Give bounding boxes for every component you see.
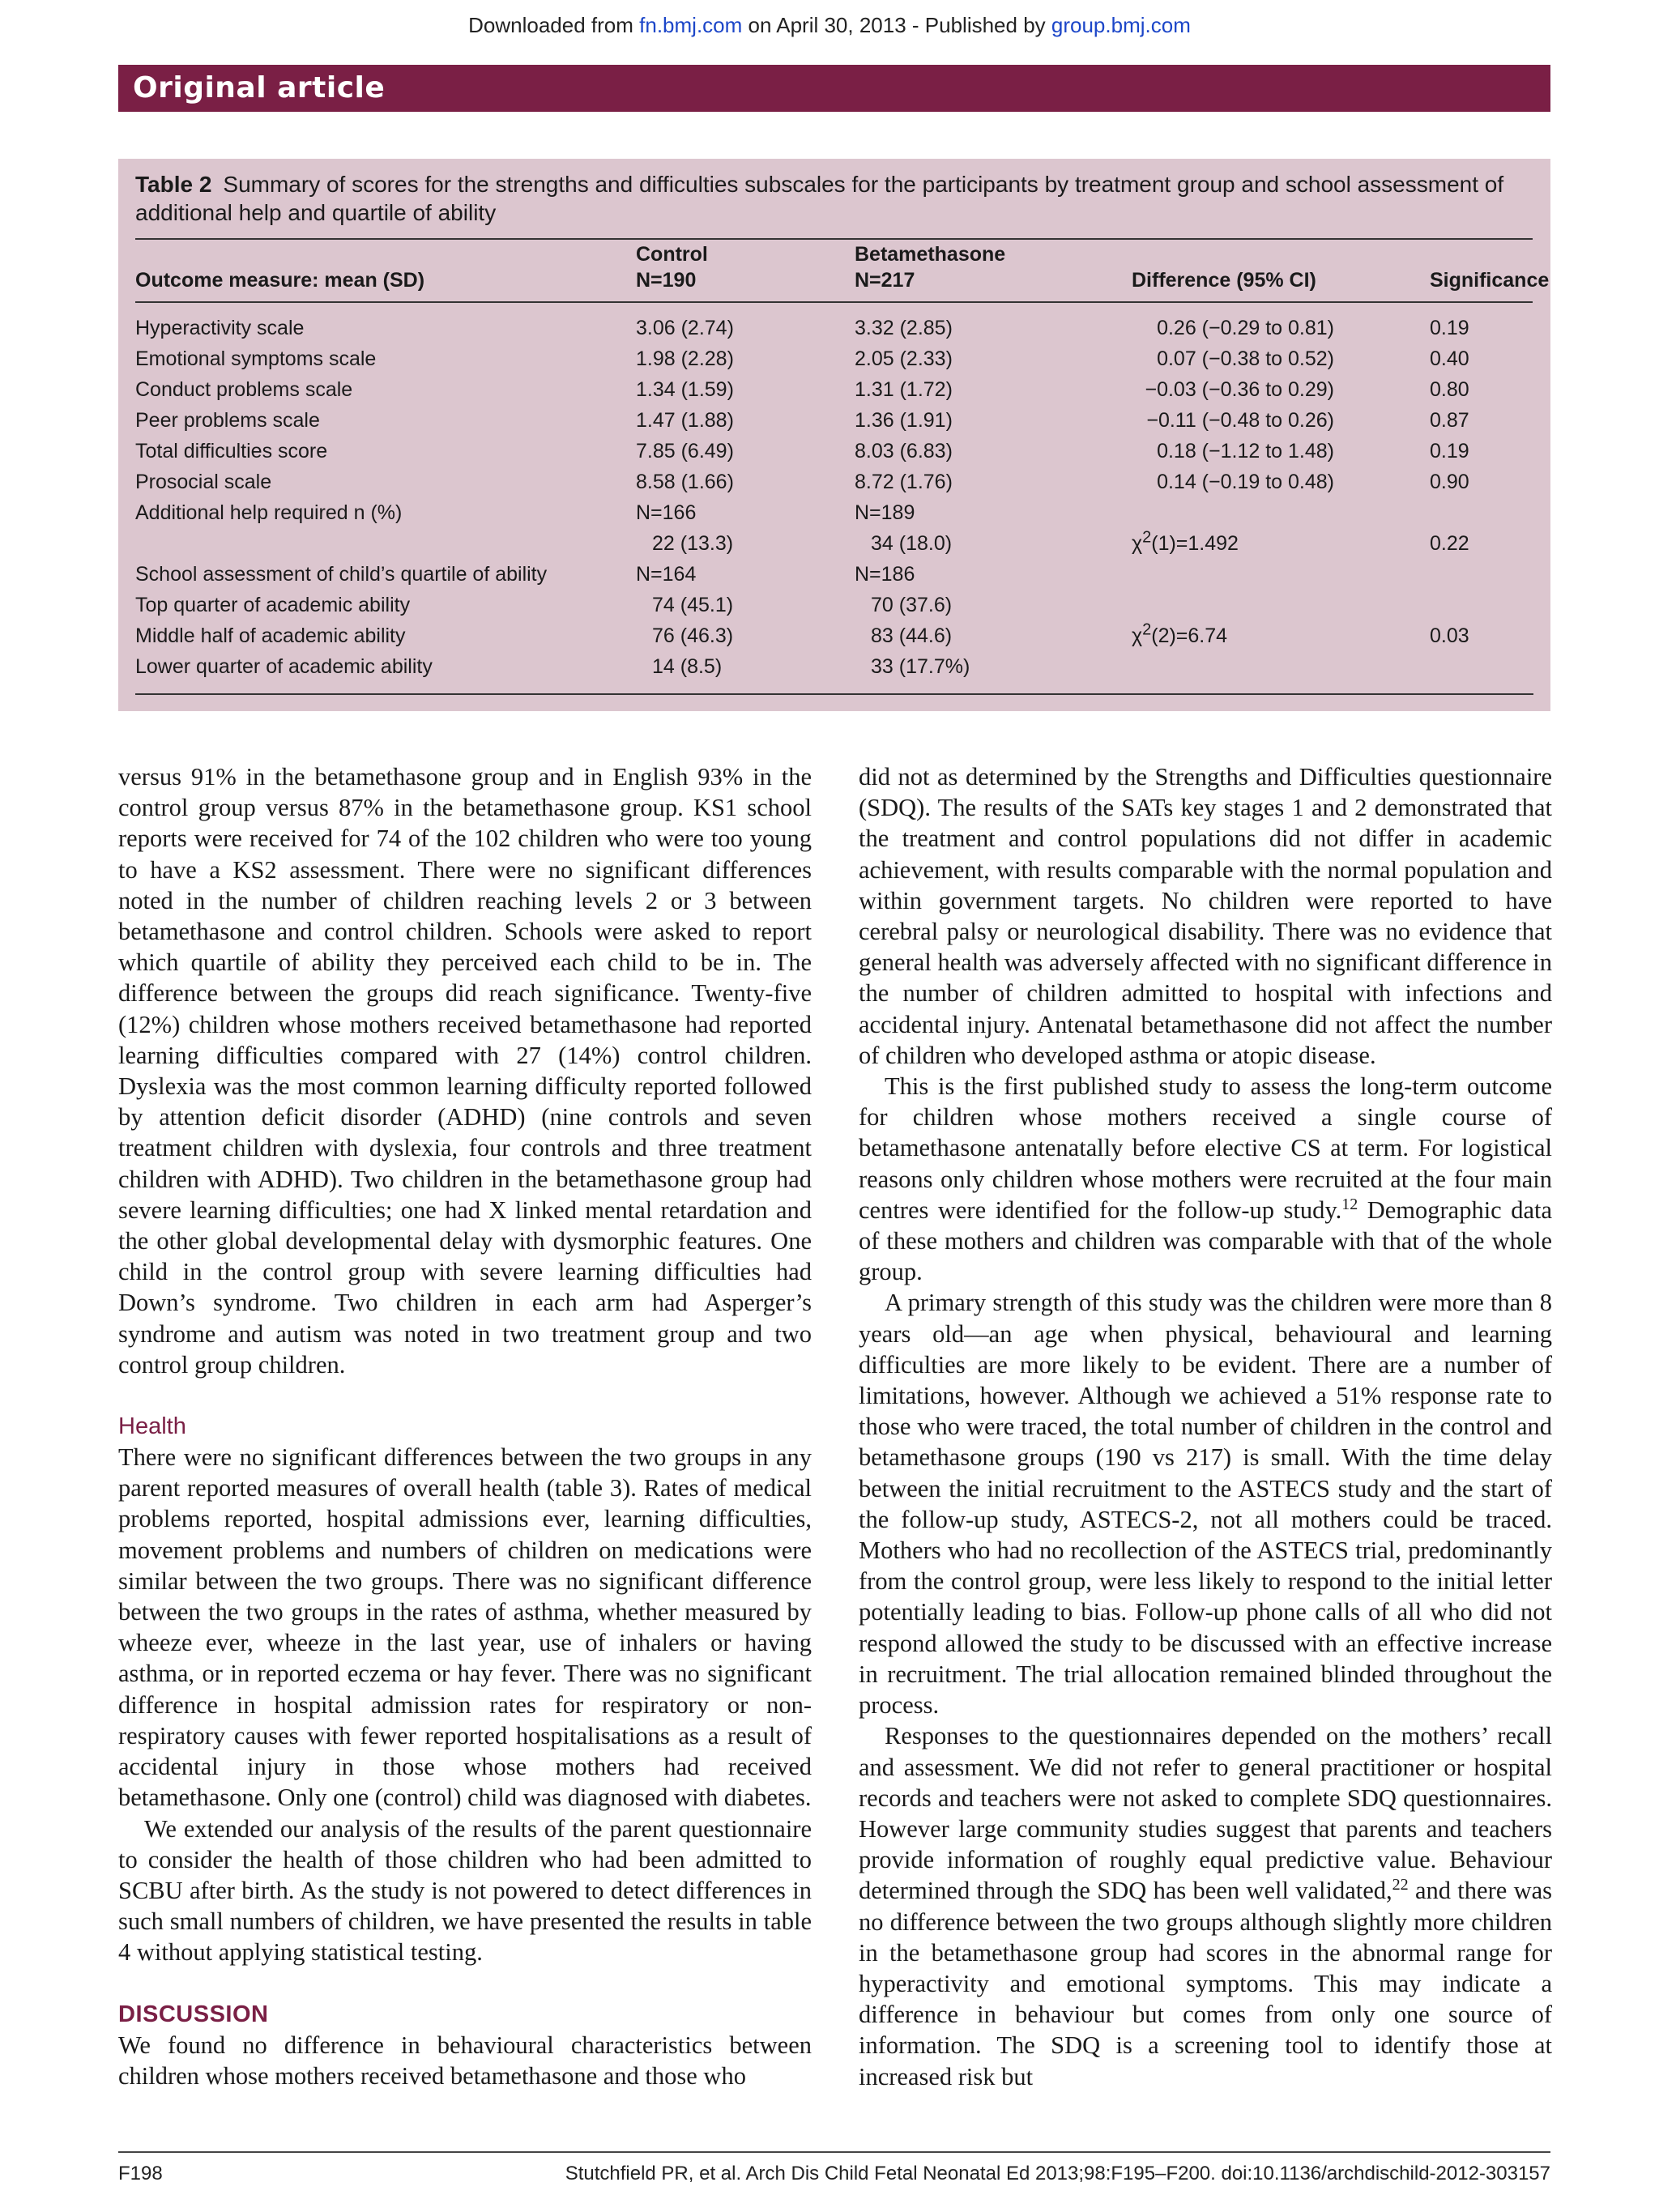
right-paragraph-4 xyxy=(859,1720,1552,2091)
header-difference: Difference (95% CI) xyxy=(1132,269,1316,292)
cell-measure: Emotional symptoms scale xyxy=(135,347,377,370)
cell-significance: 0.80 xyxy=(1430,378,1469,401)
cell-betamethasone: N=186 xyxy=(855,563,915,586)
table-caption-text: Summary of scores for the strengths and difficulties subscales for the participants by treatment group and school assessment of additional help and quartile of ability xyxy=(135,172,1504,225)
cell-betamethasone: 33 (17.7%) xyxy=(871,655,970,678)
download-middle: on April 30, 2013 - Published by xyxy=(742,13,1051,37)
cell-control: 14 (8.5) xyxy=(652,655,723,678)
header-control-name: Control xyxy=(636,243,708,266)
table-row xyxy=(135,651,1533,682)
table-body xyxy=(135,303,1533,682)
table-row xyxy=(135,374,1533,405)
cell-difference: 0.07 (−0.38 to 0.52) xyxy=(1157,347,1334,370)
cell-betamethasone: N=189 xyxy=(855,501,915,524)
table-row xyxy=(135,528,1533,559)
table-row xyxy=(135,405,1533,436)
table-row xyxy=(135,590,1533,620)
cell-difference: 0.14 (−0.19 to 0.48) xyxy=(1157,471,1334,493)
journal-link[interactable]: fn.bmj.com xyxy=(639,13,743,37)
cell-control: 8.58 (1.66) xyxy=(636,471,734,493)
right-paragraph-2-text: This is the first published study to assess the long-term outcome for children whose mothers received a single course of betamethasone antenatally before elective CS at term. For logistical reasons only children whose mothers were recruited at the four main centres were identified for the follow-up study. xyxy=(859,1072,1552,1224)
cell-significance: 0.19 xyxy=(1430,440,1469,462)
cell-measure: Total difficulties score xyxy=(135,440,328,462)
page-number: F198 xyxy=(118,2163,163,2184)
left-paragraph-3: We extended our analysis of the results of the parent questionnaire to consider the health of those children who had been admitted to SCBU after birth. As the study is not powered to detect differences in such small numbers of children, we have presented the results in table 4 without applying statistical testing. xyxy=(118,1814,812,1967)
discussion-heading: DISCUSSION xyxy=(118,2001,269,2027)
cell-control: 7.85 (6.49) xyxy=(636,440,734,462)
reference-22: 22 xyxy=(1392,1876,1409,1894)
table-header xyxy=(135,240,1550,301)
left-paragraph-2: There were no significant differences between the two groups in any parent reported measures of overall health (table 3). Rates of medical problems reported, hospital admissions ever, learning difficulties, movement problems and numbers of children on medications were similar between the two groups. There was no significant difference between the two groups in the rates of asthma, whether measured by wheeze ever, wheeze in the last year, use of inhalers or having asthma, or in reported eczema or hay fever. There was no significant difference in hospital admission rates for respiratory or non-respiratory causes with fewer reported hospitalisations as a result of accidental injury in those whose mothers had received betamethasone. Only one (control) child was diagnosed with diabetes. xyxy=(118,1443,812,1812)
right-paragraph-1: did not as determined by the Strengths and Difficulties questionnaire (SDQ). The results of the SATs key stages 1 and 2 demonstrated that the treatment and control populations did not differ in academic achievement, with results comparable with the normal population and within government targets. No children were reported to have cerebral palsy or neurological disability. There was no evidence that general health was adversely affected with no significant difference in the number of children admitted to hospital with infections and accidental injury. Antenatal betamethasone did not affect the number of children who developed asthma or atopic disease. xyxy=(859,763,1552,1069)
table-row xyxy=(135,343,1533,374)
header-significance: Significance xyxy=(1430,269,1550,292)
cell-control: 76 (46.3) xyxy=(652,624,734,647)
cell-control: N=164 xyxy=(636,563,697,586)
cell-difference: $\chi^2(2)=6.74$ xyxy=(1132,620,1228,647)
header-outcome: Outcome measure: mean (SD) xyxy=(135,269,425,292)
header-beta-n: N=217 xyxy=(855,269,915,292)
section-banner: Original article xyxy=(118,65,1550,112)
cell-significance: 0.90 xyxy=(1430,471,1469,493)
cell-control: 1.34 (1.59) xyxy=(636,378,734,401)
download-line xyxy=(0,13,1659,38)
cell-difference: 0.18 (−1.12 to 1.48) xyxy=(1157,440,1334,462)
cell-betamethasone: 2.05 (2.33) xyxy=(855,347,953,370)
left-paragraph-4: We found no difference in behavioural characteristics between children whose mothers received betamethasone and those who xyxy=(118,2031,812,2090)
right-paragraph-4-text: Responses to the questionnaires depended on the mothers’ recall and assessment. We did not refer to general practitioner or hospital records and teachers were not asked to complete SDQ questionnaires. However large community studies suggest that parents and teachers provide information of roughly equal predictive value. Behaviour determined through the SDQ has been well validated, xyxy=(859,1722,1552,1905)
health-heading: Health xyxy=(118,1413,186,1440)
table-row xyxy=(135,436,1533,467)
cell-difference: 0.26 (−0.29 to 0.81) xyxy=(1157,317,1334,339)
cell-betamethasone: 8.72 (1.76) xyxy=(855,471,953,493)
cell-measure: School assessment of child’s quartile of ability xyxy=(135,563,548,586)
left-column xyxy=(118,761,812,2091)
right-paragraph-2 xyxy=(859,1071,1552,1287)
cell-measure: Peer problems scale xyxy=(135,409,320,432)
table-label: Table 2 xyxy=(135,172,212,197)
right-paragraph-4-tail: and there was no difference between the two groups although slightly more children in the betamethasone group had scores in the abnormal range for hyperactivity and emotional symptoms. This may indicate a difference in behaviour but comes from only one source of information. The SDQ is a screening tool to identify those at increased risk but xyxy=(859,1877,1553,2091)
right-paragraph-2-tail: Demographic data of these mothers and children was comparable with that of the whole group. xyxy=(859,1196,1552,1286)
header-control-n: N=190 xyxy=(636,269,697,292)
table-row xyxy=(135,313,1533,343)
cell-measure: Prosocial scale xyxy=(135,471,272,493)
table-2 xyxy=(118,159,1550,711)
cell-control: N=166 xyxy=(636,501,697,524)
cell-control: 22 (13.3) xyxy=(652,532,734,555)
table-row xyxy=(135,620,1533,651)
cell-difference: −0.11 (−0.48 to 0.26) xyxy=(1146,409,1334,432)
right-paragraph-3: A primary strength of this study was the children were more than 8 years old—an age when physical, behavioural and learning difficulties are more likely to be evident. There are a number of limitations, however. Although we achieved a 51% response rate to those who were traced, the total number of children in the control and betamethasone groups (190 vs 217) is small. With the time delay between the initial recruitment to the ASTECS study and the start of the follow-up study, ASTECS-2, not all mothers could be traced. Mothers who had no recollection of the ASTECS trial, predominantly from the control group, were less likely to respond to the initial letter potentially leading to bias. Follow-up phone calls of all who did not respond allowed the study to be discussed with an effective increase in recruitment. The trial allocation remained blinded throughout the process. xyxy=(859,1289,1552,1720)
cell-difference: $\chi^2(1)=1.492$ xyxy=(1132,528,1239,555)
cell-significance: 0.40 xyxy=(1430,347,1469,370)
cell-betamethasone: 34 (18.0) xyxy=(871,532,953,555)
left-paragraph-1: versus 91% in the betamethasone group and in English 93% in the control group versus 87% in the betamethasone group. KS1 school reports were received for 74 of the 102 children who were too young to have a KS2 assessment. There were no significant differences noted in the number of children reaching levels 2 or 3 between betamethasone and control children. Schools were asked to report which quartile of ability they perceived each child to be in. The difference between the groups did reach significance. Twenty-five (12%) children whose mothers received betamethasone had reported learning difficulties compared with 27 (14%) control children. Dyslexia was the most common learning difficulty reported followed by attention deficit disorder (ADHD) (nine controls and seven treatment children with dyslexia, four controls and three treatment children with ADHD). Two children in the betamethasone group had severe learning difficulties; one had X linked mental retardation and the other global developmental delay with dysmorphic features. One child in the control group with severe learning difficulties had Down’s syndrome. Two children in each arm had Asperger’s syndrome and autism was noted in two treatment group and two control group children. xyxy=(118,763,812,1379)
cell-significance: 0.03 xyxy=(1430,624,1469,647)
cell-significance: 0.19 xyxy=(1430,317,1469,339)
table-bottom-rule xyxy=(135,693,1533,695)
cell-control: 74 (45.1) xyxy=(652,594,734,616)
cell-significance: 0.22 xyxy=(1430,532,1469,555)
cell-betamethasone: 70 (37.6) xyxy=(871,594,953,616)
table-row xyxy=(135,467,1533,497)
right-column xyxy=(859,761,1552,2092)
publisher-link[interactable]: group.bmj.com xyxy=(1051,13,1191,37)
cell-significance: 0.87 xyxy=(1430,409,1469,432)
table-row xyxy=(135,497,1533,528)
cell-measure: Additional help required n (%) xyxy=(135,501,403,524)
citation: Stutchfield PR, et al. Arch Dis Child Fetal Neonatal Ed 2013;98:F195–F200. doi:10.1136/archdischild-2012-303157 xyxy=(565,2163,1550,2184)
cell-betamethasone: 1.36 (1.91) xyxy=(855,409,953,432)
cell-betamethasone: 1.31 (1.72) xyxy=(855,378,953,401)
table-row xyxy=(135,559,1533,590)
header-beta-name: Betamethasone xyxy=(855,243,1006,266)
cell-measure: Lower quarter of academic ability xyxy=(135,655,433,678)
cell-betamethasone: 3.32 (2.85) xyxy=(855,317,953,339)
table-caption xyxy=(135,170,1533,227)
cell-control: 3.06 (2.74) xyxy=(636,317,734,339)
footer-rule xyxy=(118,2151,1550,2153)
cell-control: 1.47 (1.88) xyxy=(636,409,734,432)
cell-measure: Conduct problems scale xyxy=(135,378,353,401)
cell-measure: Hyperactivity scale xyxy=(135,317,305,339)
cell-betamethasone: 83 (44.6) xyxy=(871,624,953,647)
download-prefix: Downloaded from xyxy=(468,13,640,37)
cell-difference: −0.03 (−0.36 to 0.29) xyxy=(1145,378,1334,401)
cell-betamethasone: 8.03 (6.83) xyxy=(855,440,953,462)
cell-control: 1.98 (2.28) xyxy=(636,347,734,370)
reference-12: 12 xyxy=(1341,1195,1358,1213)
cell-measure: Top quarter of academic ability xyxy=(135,594,411,616)
cell-measure: Middle half of academic ability xyxy=(135,624,406,647)
